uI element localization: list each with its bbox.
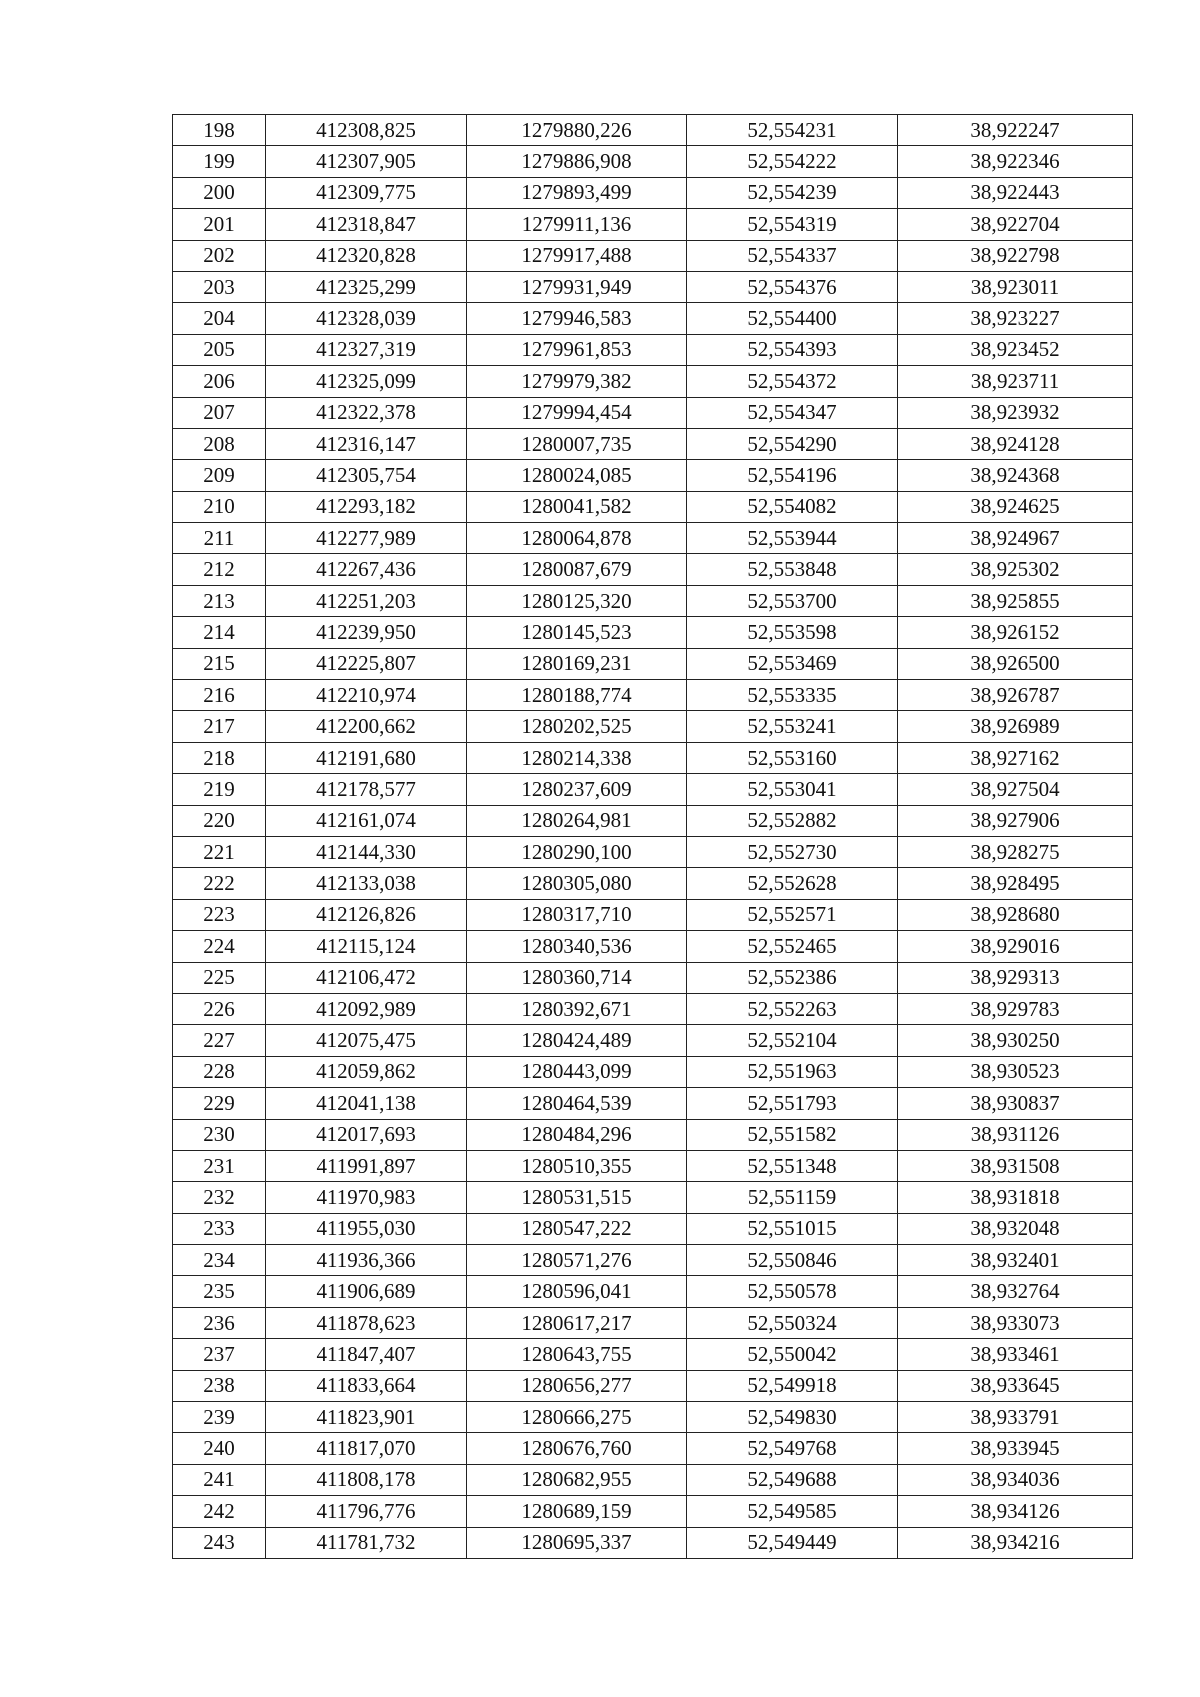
longitude-cell: 38,926500: [898, 648, 1133, 679]
latitude-cell: 52,553241: [687, 711, 898, 742]
longitude-cell: 38,933073: [898, 1307, 1133, 1338]
x-coordinate-cell: 412308,825: [266, 115, 467, 146]
longitude-cell: 38,928495: [898, 868, 1133, 899]
x-coordinate-cell: 412191,680: [266, 742, 467, 773]
latitude-cell: 52,553700: [687, 585, 898, 616]
x-coordinate-cell: 412293,182: [266, 491, 467, 522]
y-coordinate-cell: 1279886,908: [467, 146, 687, 177]
x-coordinate-cell: 412041,138: [266, 1088, 467, 1119]
longitude-cell: 38,923227: [898, 303, 1133, 334]
point-number-cell: 239: [173, 1402, 266, 1433]
table-row: [173, 993, 1133, 1024]
y-coordinate-cell: 1280682,955: [467, 1464, 687, 1495]
longitude-cell: 38,922247: [898, 115, 1133, 146]
table-row: [173, 585, 1133, 616]
longitude-cell: 38,927162: [898, 742, 1133, 773]
x-coordinate-cell: 412327,319: [266, 334, 467, 365]
y-coordinate-cell: 1280145,523: [467, 617, 687, 648]
x-coordinate-cell: 412328,039: [266, 303, 467, 334]
point-number-cell: 199: [173, 146, 266, 177]
point-number-cell: 243: [173, 1527, 266, 1558]
y-coordinate-cell: 1280202,525: [467, 711, 687, 742]
table-row: [173, 1433, 1133, 1464]
longitude-cell: 38,930837: [898, 1088, 1133, 1119]
point-number-cell: 201: [173, 209, 266, 240]
longitude-cell: 38,933945: [898, 1433, 1133, 1464]
latitude-cell: 52,554372: [687, 366, 898, 397]
latitude-cell: 52,549688: [687, 1464, 898, 1495]
table-row: [173, 1307, 1133, 1338]
latitude-cell: 52,552628: [687, 868, 898, 899]
x-coordinate-cell: 411808,178: [266, 1464, 467, 1495]
point-number-cell: 237: [173, 1339, 266, 1370]
coordinates-table: [172, 114, 1133, 1559]
table-row: [173, 1276, 1133, 1307]
x-coordinate-cell: 412305,754: [266, 460, 467, 491]
point-number-cell: 235: [173, 1276, 266, 1307]
point-number-cell: 222: [173, 868, 266, 899]
x-coordinate-cell: 411817,070: [266, 1433, 467, 1464]
y-coordinate-cell: 1280264,981: [467, 805, 687, 836]
longitude-cell: 38,932048: [898, 1213, 1133, 1244]
coordinates-table-body: [173, 115, 1133, 1559]
point-number-cell: 218: [173, 742, 266, 773]
point-number-cell: 203: [173, 271, 266, 302]
latitude-cell: 52,553041: [687, 774, 898, 805]
latitude-cell: 52,552730: [687, 836, 898, 867]
x-coordinate-cell: 412161,074: [266, 805, 467, 836]
table-row: [173, 962, 1133, 993]
y-coordinate-cell: 1279880,226: [467, 115, 687, 146]
y-coordinate-cell: 1279946,583: [467, 303, 687, 334]
point-number-cell: 216: [173, 680, 266, 711]
table-row: [173, 177, 1133, 208]
point-number-cell: 242: [173, 1496, 266, 1527]
x-coordinate-cell: 412309,775: [266, 177, 467, 208]
point-number-cell: 224: [173, 931, 266, 962]
longitude-cell: 38,923011: [898, 271, 1133, 302]
x-coordinate-cell: 411833,664: [266, 1370, 467, 1401]
y-coordinate-cell: 1280305,080: [467, 868, 687, 899]
point-number-cell: 229: [173, 1088, 266, 1119]
table-row: [173, 397, 1133, 428]
table-row: [173, 428, 1133, 459]
latitude-cell: 52,554196: [687, 460, 898, 491]
latitude-cell: 52,551582: [687, 1119, 898, 1150]
latitude-cell: 52,552571: [687, 899, 898, 930]
table-row: [173, 836, 1133, 867]
point-number-cell: 223: [173, 899, 266, 930]
x-coordinate-cell: 411781,732: [266, 1527, 467, 1558]
point-number-cell: 233: [173, 1213, 266, 1244]
longitude-cell: 38,924128: [898, 428, 1133, 459]
x-coordinate-cell: 411796,776: [266, 1496, 467, 1527]
latitude-cell: 52,552263: [687, 993, 898, 1024]
y-coordinate-cell: 1280188,774: [467, 680, 687, 711]
y-coordinate-cell: 1280510,355: [467, 1150, 687, 1181]
point-number-cell: 205: [173, 334, 266, 365]
x-coordinate-cell: 412267,436: [266, 554, 467, 585]
latitude-cell: 52,552465: [687, 931, 898, 962]
table-row: [173, 271, 1133, 302]
longitude-cell: 38,928275: [898, 836, 1133, 867]
point-number-cell: 236: [173, 1307, 266, 1338]
x-coordinate-cell: 411823,901: [266, 1402, 467, 1433]
y-coordinate-cell: 1280484,296: [467, 1119, 687, 1150]
y-coordinate-cell: 1280643,755: [467, 1339, 687, 1370]
point-number-cell: 217: [173, 711, 266, 742]
table-row: [173, 680, 1133, 711]
y-coordinate-cell: 1280169,231: [467, 648, 687, 679]
point-number-cell: 219: [173, 774, 266, 805]
table-row: [173, 1150, 1133, 1181]
latitude-cell: 52,551793: [687, 1088, 898, 1119]
y-coordinate-cell: 1280392,671: [467, 993, 687, 1024]
point-number-cell: 206: [173, 366, 266, 397]
latitude-cell: 52,554239: [687, 177, 898, 208]
y-coordinate-cell: 1280689,159: [467, 1496, 687, 1527]
y-coordinate-cell: 1280596,041: [467, 1276, 687, 1307]
x-coordinate-cell: 412178,577: [266, 774, 467, 805]
latitude-cell: 52,554082: [687, 491, 898, 522]
x-coordinate-cell: 412133,038: [266, 868, 467, 899]
latitude-cell: 52,553469: [687, 648, 898, 679]
x-coordinate-cell: 411878,623: [266, 1307, 467, 1338]
longitude-cell: 38,934126: [898, 1496, 1133, 1527]
latitude-cell: 52,551348: [687, 1150, 898, 1181]
y-coordinate-cell: 1280024,085: [467, 460, 687, 491]
longitude-cell: 38,932401: [898, 1245, 1133, 1276]
table-row: [173, 334, 1133, 365]
table-row: [173, 617, 1133, 648]
point-number-cell: 202: [173, 240, 266, 271]
point-number-cell: 227: [173, 1025, 266, 1056]
latitude-cell: 52,550846: [687, 1245, 898, 1276]
latitude-cell: 52,549768: [687, 1433, 898, 1464]
longitude-cell: 38,933645: [898, 1370, 1133, 1401]
latitude-cell: 52,554231: [687, 115, 898, 146]
longitude-cell: 38,932764: [898, 1276, 1133, 1307]
latitude-cell: 52,551963: [687, 1056, 898, 1087]
point-number-cell: 230: [173, 1119, 266, 1150]
y-coordinate-cell: 1279917,488: [467, 240, 687, 271]
longitude-cell: 38,926989: [898, 711, 1133, 742]
x-coordinate-cell: 412320,828: [266, 240, 467, 271]
longitude-cell: 38,927504: [898, 774, 1133, 805]
longitude-cell: 38,922443: [898, 177, 1133, 208]
y-coordinate-cell: 1279911,136: [467, 209, 687, 240]
latitude-cell: 52,553335: [687, 680, 898, 711]
y-coordinate-cell: 1280531,515: [467, 1182, 687, 1213]
longitude-cell: 38,931508: [898, 1150, 1133, 1181]
longitude-cell: 38,933461: [898, 1339, 1133, 1370]
x-coordinate-cell: 412318,847: [266, 209, 467, 240]
y-coordinate-cell: 1279931,949: [467, 271, 687, 302]
x-coordinate-cell: 412075,475: [266, 1025, 467, 1056]
latitude-cell: 52,551159: [687, 1182, 898, 1213]
longitude-cell: 38,929313: [898, 962, 1133, 993]
table-row: [173, 774, 1133, 805]
table-row: [173, 1088, 1133, 1119]
y-coordinate-cell: 1280340,536: [467, 931, 687, 962]
latitude-cell: 52,549585: [687, 1496, 898, 1527]
latitude-cell: 52,554393: [687, 334, 898, 365]
latitude-cell: 52,554376: [687, 271, 898, 302]
latitude-cell: 52,549830: [687, 1402, 898, 1433]
latitude-cell: 52,553598: [687, 617, 898, 648]
point-number-cell: 204: [173, 303, 266, 334]
longitude-cell: 38,928680: [898, 899, 1133, 930]
y-coordinate-cell: 1279979,382: [467, 366, 687, 397]
y-coordinate-cell: 1280041,582: [467, 491, 687, 522]
table-row: [173, 711, 1133, 742]
longitude-cell: 38,922798: [898, 240, 1133, 271]
latitude-cell: 52,554222: [687, 146, 898, 177]
point-number-cell: 198: [173, 115, 266, 146]
longitude-cell: 38,925855: [898, 585, 1133, 616]
y-coordinate-cell: 1280617,217: [467, 1307, 687, 1338]
table-row: [173, 554, 1133, 585]
x-coordinate-cell: 412144,330: [266, 836, 467, 867]
latitude-cell: 52,549918: [687, 1370, 898, 1401]
point-number-cell: 207: [173, 397, 266, 428]
point-number-cell: 215: [173, 648, 266, 679]
x-coordinate-cell: 412251,203: [266, 585, 467, 616]
point-number-cell: 225: [173, 962, 266, 993]
table-row: [173, 366, 1133, 397]
y-coordinate-cell: 1280290,100: [467, 836, 687, 867]
point-number-cell: 210: [173, 491, 266, 522]
x-coordinate-cell: 411955,030: [266, 1213, 467, 1244]
x-coordinate-cell: 412106,472: [266, 962, 467, 993]
x-coordinate-cell: 411991,897: [266, 1150, 467, 1181]
point-number-cell: 200: [173, 177, 266, 208]
x-coordinate-cell: 411847,407: [266, 1339, 467, 1370]
longitude-cell: 38,929783: [898, 993, 1133, 1024]
latitude-cell: 52,553848: [687, 554, 898, 585]
point-number-cell: 209: [173, 460, 266, 491]
longitude-cell: 38,925302: [898, 554, 1133, 585]
y-coordinate-cell: 1280464,539: [467, 1088, 687, 1119]
y-coordinate-cell: 1280666,275: [467, 1402, 687, 1433]
x-coordinate-cell: 412325,299: [266, 271, 467, 302]
table-row: [173, 931, 1133, 962]
x-coordinate-cell: 412239,950: [266, 617, 467, 648]
latitude-cell: 52,550042: [687, 1339, 898, 1370]
latitude-cell: 52,552104: [687, 1025, 898, 1056]
x-coordinate-cell: 412200,662: [266, 711, 467, 742]
longitude-cell: 38,927906: [898, 805, 1133, 836]
longitude-cell: 38,929016: [898, 931, 1133, 962]
table-row: [173, 240, 1133, 271]
table-row: [173, 209, 1133, 240]
table-row: [173, 303, 1133, 334]
table-row: [173, 1370, 1133, 1401]
y-coordinate-cell: 1280064,878: [467, 523, 687, 554]
y-coordinate-cell: 1280360,714: [467, 962, 687, 993]
table-row: [173, 1119, 1133, 1150]
latitude-cell: 52,554290: [687, 428, 898, 459]
longitude-cell: 38,923932: [898, 397, 1133, 428]
point-number-cell: 220: [173, 805, 266, 836]
y-coordinate-cell: 1280424,489: [467, 1025, 687, 1056]
x-coordinate-cell: 412322,378: [266, 397, 467, 428]
table-row: [173, 523, 1133, 554]
point-number-cell: 228: [173, 1056, 266, 1087]
y-coordinate-cell: 1280443,099: [467, 1056, 687, 1087]
point-number-cell: 234: [173, 1245, 266, 1276]
table-row: [173, 1213, 1133, 1244]
latitude-cell: 52,551015: [687, 1213, 898, 1244]
longitude-cell: 38,926152: [898, 617, 1133, 648]
table-row: [173, 648, 1133, 679]
longitude-cell: 38,922704: [898, 209, 1133, 240]
longitude-cell: 38,931126: [898, 1119, 1133, 1150]
latitude-cell: 52,552386: [687, 962, 898, 993]
point-number-cell: 226: [173, 993, 266, 1024]
x-coordinate-cell: 412307,905: [266, 146, 467, 177]
point-number-cell: 221: [173, 836, 266, 867]
longitude-cell: 38,934216: [898, 1527, 1133, 1558]
latitude-cell: 52,550324: [687, 1307, 898, 1338]
latitude-cell: 52,549449: [687, 1527, 898, 1558]
x-coordinate-cell: 411936,366: [266, 1245, 467, 1276]
x-coordinate-cell: 412017,693: [266, 1119, 467, 1150]
latitude-cell: 52,554337: [687, 240, 898, 271]
table-row: [173, 491, 1133, 522]
y-coordinate-cell: 1280676,760: [467, 1433, 687, 1464]
point-number-cell: 238: [173, 1370, 266, 1401]
y-coordinate-cell: 1280087,679: [467, 554, 687, 585]
longitude-cell: 38,924967: [898, 523, 1133, 554]
y-coordinate-cell: 1279994,454: [467, 397, 687, 428]
x-coordinate-cell: 412325,099: [266, 366, 467, 397]
table-row: [173, 805, 1133, 836]
x-coordinate-cell: 412225,807: [266, 648, 467, 679]
x-coordinate-cell: 412115,124: [266, 931, 467, 962]
table-row: [173, 146, 1133, 177]
y-coordinate-cell: 1279961,853: [467, 334, 687, 365]
longitude-cell: 38,931818: [898, 1182, 1133, 1213]
longitude-cell: 38,922346: [898, 146, 1133, 177]
y-coordinate-cell: 1280656,277: [467, 1370, 687, 1401]
table-row: [173, 1056, 1133, 1087]
point-number-cell: 241: [173, 1464, 266, 1495]
x-coordinate-cell: 412316,147: [266, 428, 467, 459]
x-coordinate-cell: 412126,826: [266, 899, 467, 930]
latitude-cell: 52,553944: [687, 523, 898, 554]
x-coordinate-cell: 412059,862: [266, 1056, 467, 1087]
y-coordinate-cell: 1280695,337: [467, 1527, 687, 1558]
y-coordinate-cell: 1280547,222: [467, 1213, 687, 1244]
y-coordinate-cell: 1280571,276: [467, 1245, 687, 1276]
y-coordinate-cell: 1280007,735: [467, 428, 687, 459]
table-row: [173, 1339, 1133, 1370]
table-row: [173, 115, 1133, 146]
latitude-cell: 52,554319: [687, 209, 898, 240]
table-row: [173, 1025, 1133, 1056]
longitude-cell: 38,934036: [898, 1464, 1133, 1495]
y-coordinate-cell: 1280237,609: [467, 774, 687, 805]
point-number-cell: 232: [173, 1182, 266, 1213]
table-row: [173, 1245, 1133, 1276]
table-row: [173, 742, 1133, 773]
table-row: [173, 1402, 1133, 1433]
table-row: [173, 460, 1133, 491]
latitude-cell: 52,554347: [687, 397, 898, 428]
table-row: [173, 1464, 1133, 1495]
point-number-cell: 211: [173, 523, 266, 554]
point-number-cell: 213: [173, 585, 266, 616]
latitude-cell: 52,550578: [687, 1276, 898, 1307]
y-coordinate-cell: 1279893,499: [467, 177, 687, 208]
longitude-cell: 38,930523: [898, 1056, 1133, 1087]
x-coordinate-cell: 412092,989: [266, 993, 467, 1024]
point-number-cell: 208: [173, 428, 266, 459]
longitude-cell: 38,923711: [898, 366, 1133, 397]
table-row: [173, 899, 1133, 930]
longitude-cell: 38,923452: [898, 334, 1133, 365]
latitude-cell: 52,554400: [687, 303, 898, 334]
point-number-cell: 240: [173, 1433, 266, 1464]
longitude-cell: 38,924625: [898, 491, 1133, 522]
point-number-cell: 214: [173, 617, 266, 648]
x-coordinate-cell: 411906,689: [266, 1276, 467, 1307]
point-number-cell: 212: [173, 554, 266, 585]
x-coordinate-cell: 411970,983: [266, 1182, 467, 1213]
table-row: [173, 1182, 1133, 1213]
latitude-cell: 52,553160: [687, 742, 898, 773]
longitude-cell: 38,924368: [898, 460, 1133, 491]
longitude-cell: 38,930250: [898, 1025, 1133, 1056]
longitude-cell: 38,933791: [898, 1402, 1133, 1433]
latitude-cell: 52,552882: [687, 805, 898, 836]
x-coordinate-cell: 412210,974: [266, 680, 467, 711]
y-coordinate-cell: 1280125,320: [467, 585, 687, 616]
x-coordinate-cell: 412277,989: [266, 523, 467, 554]
longitude-cell: 38,926787: [898, 680, 1133, 711]
table-row: [173, 1496, 1133, 1527]
table-row: [173, 1527, 1133, 1558]
y-coordinate-cell: 1280214,338: [467, 742, 687, 773]
table-row: [173, 868, 1133, 899]
y-coordinate-cell: 1280317,710: [467, 899, 687, 930]
point-number-cell: 231: [173, 1150, 266, 1181]
